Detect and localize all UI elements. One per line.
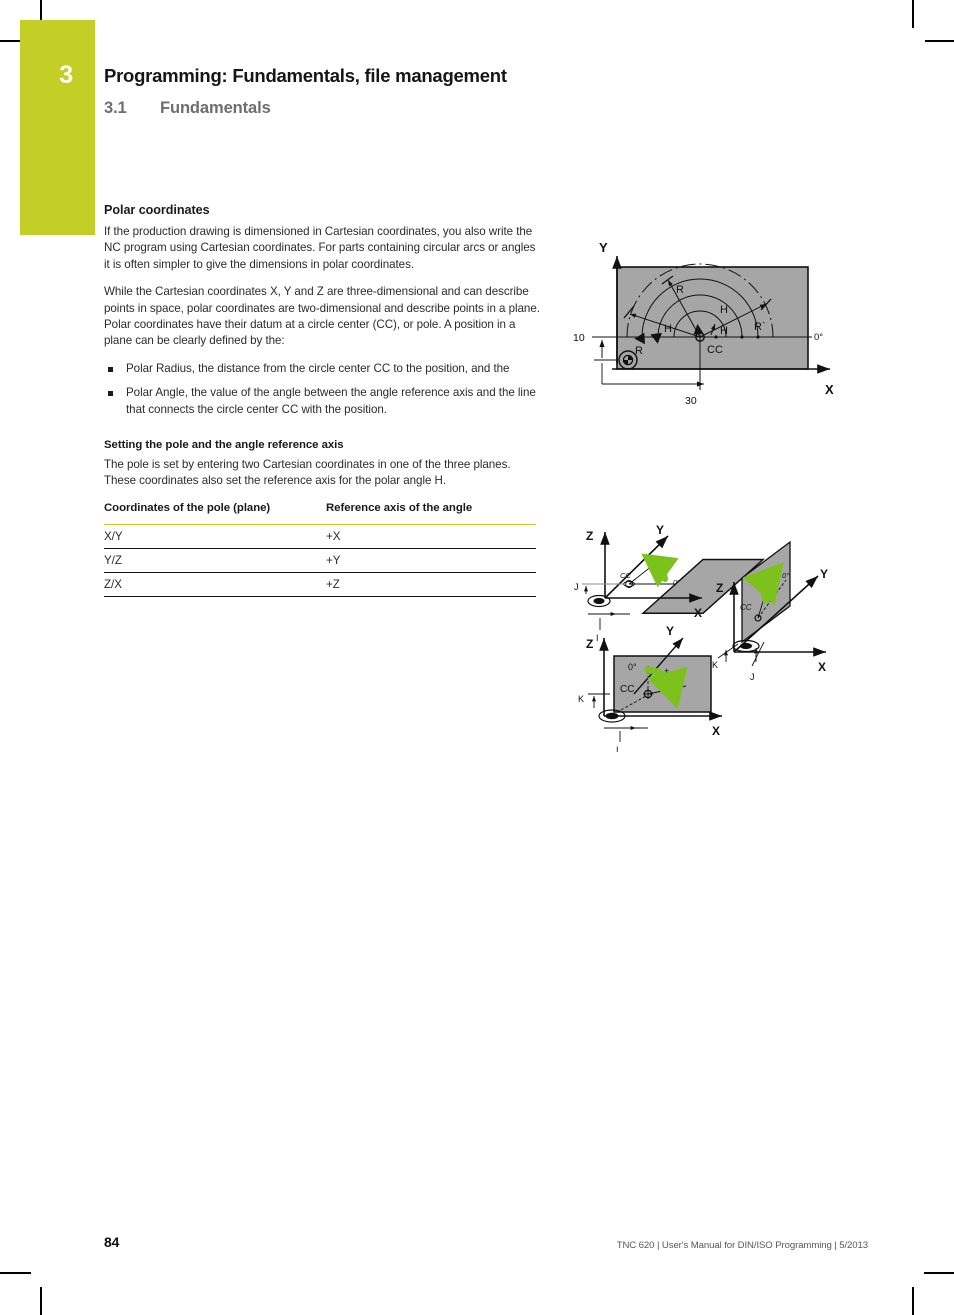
list-item (104, 385, 544, 418)
paragraph-2: While the Cartesian coordinates X, Y and Z are three-dimensional and can describe points in space, polar coordinates are two-dimensional and describe points in a plane. Polar coordinates have their datum at a circle center (CC), or pole. A position in a plane can be clearly defined by the: (104, 285, 540, 348)
cc-label: CC (707, 344, 723, 356)
plane-diagram-zx (578, 624, 722, 752)
crop-mark-bottom-right-horizontal (924, 1272, 954, 1274)
list-item-label: Polar Angle, the value of the angle between the angle reference axis and the line that connects the circle center CC with the position. (126, 386, 536, 416)
y-axis-label: Y (599, 240, 608, 255)
crop-mark-bottom-right-vertical (912, 1287, 914, 1315)
chapter-number: 3 (59, 61, 73, 89)
bullet-list (104, 361, 544, 418)
yz-dim-k-label: K (712, 660, 719, 670)
zx-z-label: Z (586, 637, 594, 651)
chapter-tab (20, 20, 95, 235)
table-header-row (104, 501, 536, 525)
content-subheading: Setting the pole and the angle reference axis (104, 439, 344, 452)
yz-datum-inner (741, 643, 752, 648)
cell-plane: Y/Z (104, 549, 326, 573)
xy-angle-arrow (656, 564, 665, 579)
dimension-label-vertical: 10 (573, 332, 585, 344)
paragraph-1: If the production drawing is dimensioned in Cartesian coordinates, you also write the NC program using Cartesian coordinates. For parts containing circular arcs or angles it is often simpler to give the dimensions in polar coordinates. (104, 225, 536, 271)
zx-zero-label: 0° (628, 662, 637, 672)
crop-mark-bottom-left-vertical (40, 1287, 42, 1315)
yz-x-label: X (818, 660, 827, 674)
xy-dim-j-label: J (574, 582, 579, 592)
crop-mark-bottom-left-horizontal (0, 1272, 31, 1274)
zx-plus-label: + (664, 666, 670, 676)
table-row (104, 549, 536, 573)
xy-datum-inner (594, 598, 604, 603)
content-heading: Polar coordinates (104, 203, 210, 217)
zx-y-label: Y (666, 624, 675, 638)
radius-label-1: R (635, 345, 643, 357)
radius-label-3: R` (754, 321, 766, 333)
angle-label-2: H (720, 304, 728, 316)
section-title: Fundamentals (160, 99, 271, 117)
body-column (104, 203, 544, 597)
section-heading (104, 99, 271, 118)
zx-dim-k-label: K (578, 694, 585, 704)
cell-plane: X/Y (104, 525, 326, 549)
yz-zero-label: 0° (782, 571, 790, 580)
xy-pole-ray (629, 562, 657, 584)
column-header-reference-axis: Reference axis of the angle (326, 501, 536, 525)
x-axis-label: X (825, 382, 834, 397)
crop-mark-top-left-vertical (40, 0, 42, 20)
cell-axis: +Z (326, 573, 536, 597)
page-number: 84 (104, 1234, 120, 1250)
footer-text: TNC 620 | User's Manual for DIN/ISO Programming | 5/2013 (616, 1240, 868, 1251)
list-item-label: Polar Radius, the distance from the circle center CC to the position, and the (126, 361, 510, 375)
zx-dim-i-label: I (616, 745, 619, 752)
page-title: Programming: Fundamentals, file management (104, 65, 507, 86)
table-row (104, 525, 536, 549)
zx-x-label: X (712, 724, 721, 738)
list-item (104, 361, 544, 377)
crop-mark-top-left-horizontal (0, 40, 20, 42)
table-row (104, 573, 536, 597)
cell-axis: +X (326, 525, 536, 549)
cell-axis: +Y (326, 549, 536, 573)
zero-degree-label: 0° (814, 332, 824, 343)
xy-z-label: Z (586, 529, 594, 543)
figure-reference-planes (572, 522, 862, 757)
xy-cc-label: CC (620, 571, 631, 580)
xy-y-label: Y (656, 523, 665, 537)
column-header-pole: Coordinates of the pole (plane) (104, 501, 326, 525)
xy-dim-i-label: I (596, 633, 599, 643)
zx-cc-label: CC (620, 684, 635, 695)
zx-datum-inner (606, 713, 618, 719)
yz-cc-label: CC (740, 603, 752, 612)
yz-plus-label: + (773, 566, 778, 575)
crop-mark-top-right-vertical (912, 0, 914, 28)
bullet-square-icon (108, 367, 113, 372)
dimension-label-horizontal: 30 (685, 395, 697, 407)
xy-plus-label: + (666, 555, 671, 564)
pole-reference-table (104, 501, 536, 598)
paragraph-3: The pole is set by entering two Cartesian coordinates in one of the three planes. These coordinates also set the reference axis for the polar angle H. (104, 458, 511, 488)
yz-dim-j-line (752, 642, 764, 666)
yz-z-label: Z (716, 581, 724, 595)
bullet-square-icon (108, 391, 113, 396)
arc-endpoint-dot-3 (756, 335, 759, 338)
yz-y-label: Y (820, 567, 829, 581)
radius-label-2: R (676, 284, 684, 296)
cell-plane: Z/X (104, 573, 326, 597)
angle-label-3: H (720, 325, 728, 337)
xy-zero-label: 0° (673, 580, 680, 587)
yz-dim-j-label: J (750, 672, 755, 682)
xy-x-label: X (694, 606, 703, 620)
arc-endpoint-dot-2 (740, 335, 743, 338)
arc-endpoint-dot-1 (714, 335, 717, 338)
figure-polar-coordinates (572, 232, 862, 452)
section-number: 3.1 (104, 99, 127, 117)
crop-mark-top-right-horizontal (925, 40, 954, 42)
angle-label-1: H (664, 323, 672, 335)
